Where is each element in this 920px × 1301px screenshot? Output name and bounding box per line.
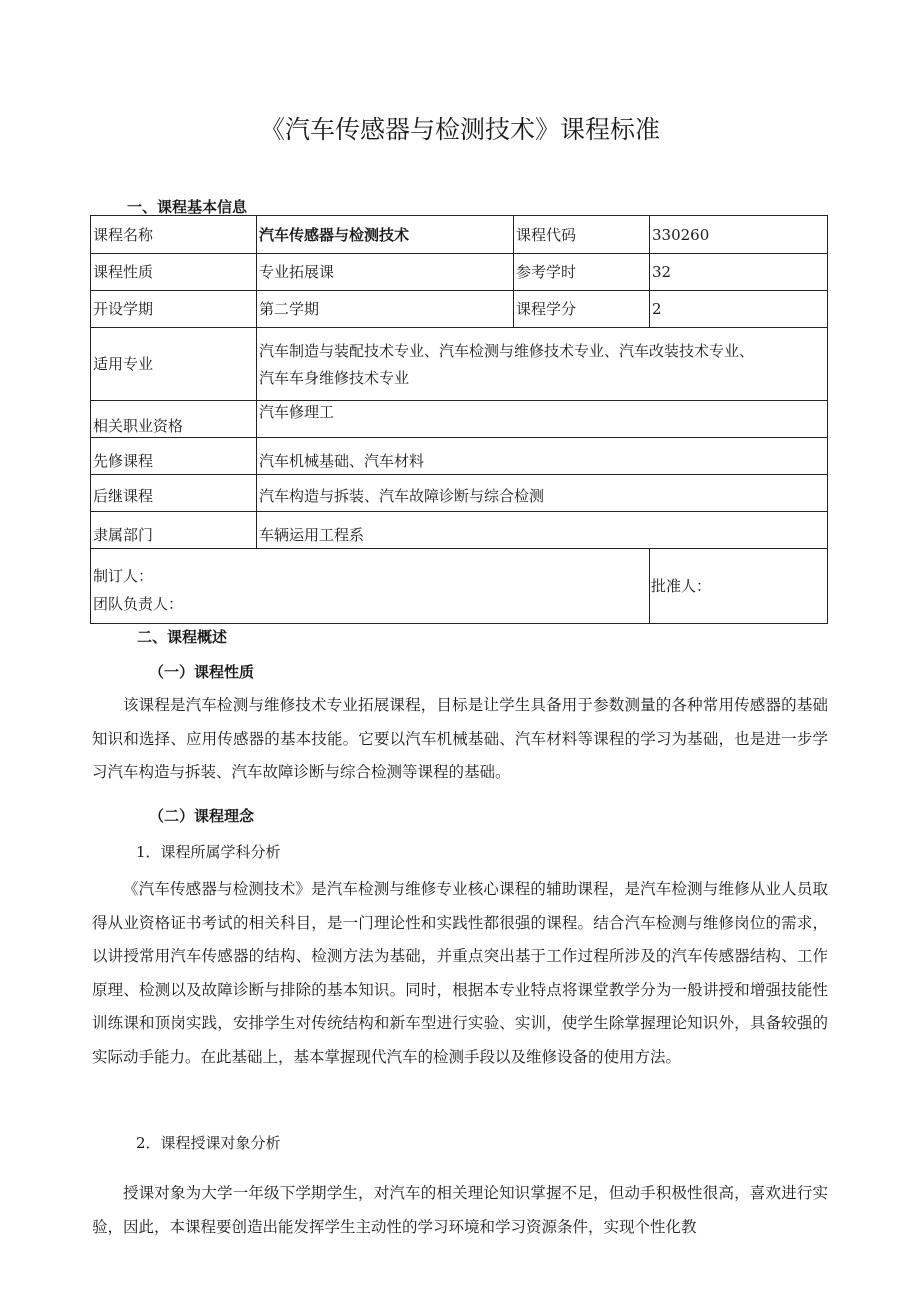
prereq-value: 汽车机械基础、汽车材料 xyxy=(257,438,828,475)
majors-label: 适用专业 xyxy=(91,328,257,401)
prereq-label: 先修课程 xyxy=(91,438,257,475)
item-discipline-analysis: 1．课程所属学科分析 xyxy=(136,843,281,861)
author-label: 制订人： xyxy=(93,567,154,585)
course-code-value: 330260 xyxy=(650,216,828,254)
qualification-value: 汽车修理工 xyxy=(257,401,828,438)
table-row xyxy=(91,401,828,438)
document-title: 《汽车传感器与检测技术》课程标准 xyxy=(259,115,660,144)
semester-label: 开设学期 xyxy=(91,291,257,328)
item-audience-analysis: 2．课程授课对象分析 xyxy=(136,1134,281,1152)
paragraph-course-nature: 该课程是汽车检测与维修技术专业拓展课程，目标是让学生具备用于参数测量的各种常用传感器的基础知识和选择、应用传感器的基本技能。它要以汽车机械基础、汽车材料等课程的学习为基础，也是进一步学习汽车构造与拆装、汽车故障诊断与综合检测等课程的基础。 xyxy=(92,696,828,781)
majors-line: 汽车车身维修技术专业 xyxy=(259,369,410,387)
qualification-label: 相关职业资格 xyxy=(91,401,257,438)
table-row xyxy=(91,475,828,512)
table-row xyxy=(91,512,828,549)
table-row xyxy=(91,549,828,624)
subsection-nature-heading: （一）课程性质 xyxy=(149,663,255,681)
table-row xyxy=(91,291,828,328)
semester-value: 第二学期 xyxy=(257,291,514,328)
majors-value xyxy=(257,328,828,401)
course-nature-label: 课程性质 xyxy=(91,254,257,291)
course-code-label: 课程代码 xyxy=(514,216,650,254)
course-hours-value: 32 xyxy=(650,254,828,291)
table-row xyxy=(91,254,828,291)
paragraph-audience-analysis: 授课对象为大学一年级下学期学生，对汽车的相关理论知识掌握不足，但动手积极性很高，喜欢进行实验，因此，本课程要创造出能发挥学生主动性的学习环境和学习资源条件，实现个性化教 xyxy=(92,1184,828,1236)
paragraph-discipline-analysis: 《汽车传感器与检测技术》是汽车检测与维修专业核心课程的辅助课程，是汽车检测与维修从业人员取得从业资格证书考试的相关科目，是一门理论性和实践性都很强的课程。结合汽车检测与维修岗位的需求，以讲授常用汽车传感器的结构、检测方法为基础，并重点突出基于工作过程所涉及的汽车传感器结构、工作原理、检测以及故障诊断与排除的基本知识。同时，根据本专业特点将课堂教学分为一般讲授和增强技能性训练课和顶岗实践，安排学生对传统结构和新车型进行实验、实训，使学生除掌握理论知识外，具备较强的实际动手能力。在此基础上，基本掌握现代汽车的检测手段以及维修设备的使用方法。 xyxy=(92,880,828,1066)
course-name-value: 汽车传感器与检测技术 xyxy=(257,216,514,254)
course-info-table xyxy=(90,215,828,624)
course-nature-value: 专业拓展课 xyxy=(257,254,514,291)
dept-value: 车辆运用工程系 xyxy=(257,512,828,549)
approver-label: 批准人： xyxy=(650,549,828,624)
table-row xyxy=(91,328,828,401)
followup-label: 后继课程 xyxy=(91,475,257,512)
subsection-philosophy-heading: （二）课程理念 xyxy=(149,807,255,825)
dept-label: 隶属部门 xyxy=(91,512,257,549)
majors-line: 汽车制造与装配技术专业、汽车检测与维修技术专业、汽车改装技术专业、 xyxy=(259,342,755,360)
followup-value: 汽车构造与拆装、汽车故障诊断与综合检测 xyxy=(257,475,828,512)
table-row xyxy=(91,216,828,254)
team-leader-label: 团队负责人： xyxy=(93,595,184,613)
section-overview-heading: 二、课程概述 xyxy=(137,628,228,646)
section-basic-info-heading: 一、课程基本信息 xyxy=(127,198,248,216)
course-name-label: 课程名称 xyxy=(91,216,257,254)
course-hours-label: 参考学时 xyxy=(514,254,650,291)
credits-value: 2 xyxy=(650,291,828,328)
credits-label: 课程学分 xyxy=(514,291,650,328)
table-row xyxy=(91,438,828,475)
signature-cell xyxy=(91,549,650,624)
